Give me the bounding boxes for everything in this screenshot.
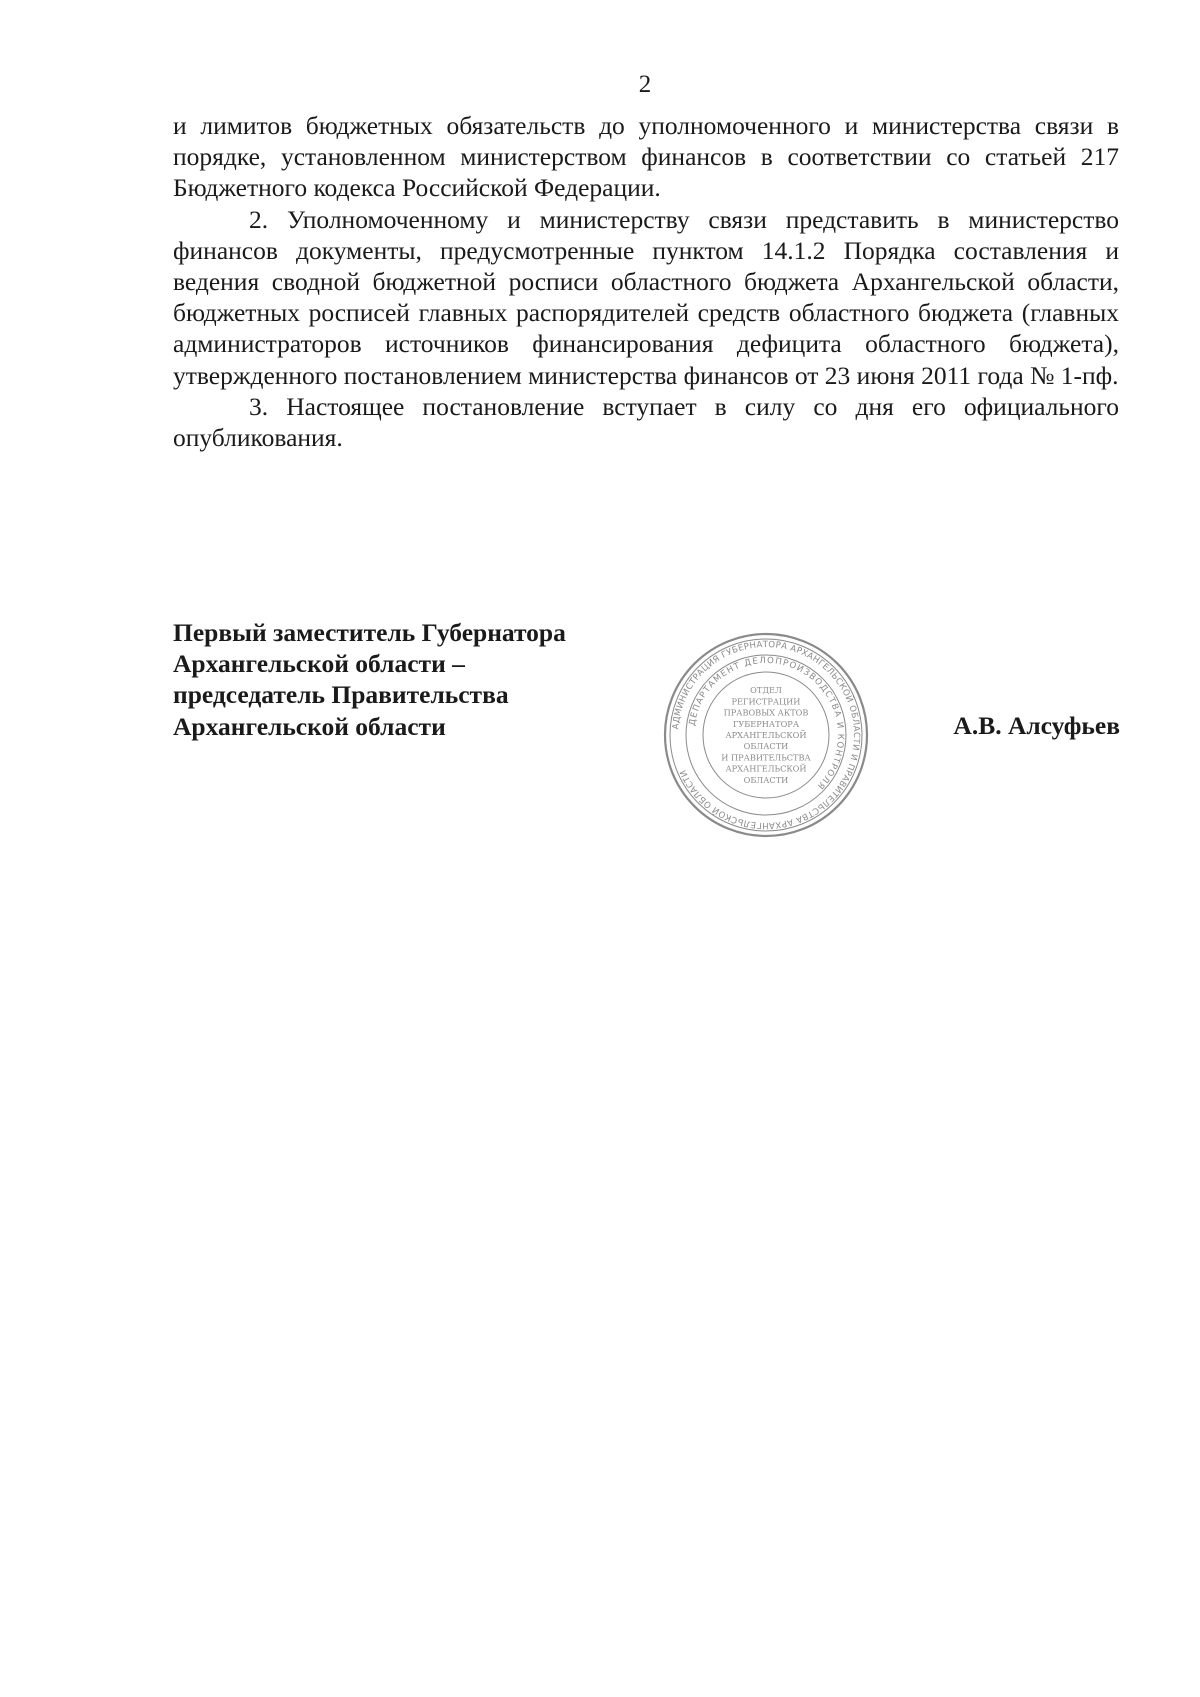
seal-center-line: И ПРАВИТЕЛЬСТВА xyxy=(721,752,811,763)
paragraph-continuation: и лимитов бюджетных обязательств до уполномоченного и министерства связи в порядке, установленном министерством финансов в соответствии со статьей 217 Бюджетного кодекса Российской Федерации. xyxy=(173,111,1119,203)
seal-center-line: ОБЛАСТИ xyxy=(743,774,789,785)
seal-outer-text: АДМИНИСТРАЦИЯ ГУБЕРНАТОРА АРХАНГЕЛЬСКОЙ ОБЛАСТИ И ПРАВИТЕЛЬСТВА АРХАНГЕЛЬСКОЙ ОБЛАСТИ xyxy=(671,639,862,831)
seal-center-line: ОБЛАСТИ xyxy=(743,741,789,752)
page-number: 2 xyxy=(638,71,652,98)
official-seal-stamp xyxy=(661,629,871,841)
seal-center-line: ОТДЕЛ xyxy=(750,685,782,696)
signer-name: А.В. Алсуфьев xyxy=(953,711,1120,740)
signer-title-line: Архангельской области xyxy=(173,711,446,741)
paragraph-item-3: 3. Настоящее постановление вступает в силу со дня его официального опубликования. xyxy=(173,391,1119,453)
paragraph-item-2: 2. Уполномоченному и министерству связи представить в министерство финансов документы, предусмотренные пунктом 14.1.2 Порядка составления и ведения сводной бюджетной росписи областного бюджета Архангельской области, бюджетных росписей главных распорядителей средств областного бюджета (главных администраторов источников финансирования дефицита областного бюджета), утвержденного постановлением министерства финансов от 23 июня 2011 года № 1-пф. xyxy=(173,204,1119,390)
document-body xyxy=(173,110,1119,453)
seal-center-line: РЕГИСТРАЦИИ xyxy=(731,696,801,707)
seal-center-line: ГУБЕРНАТОРА xyxy=(732,718,800,729)
seal-graphic xyxy=(661,629,871,841)
signer-title-line: председатель Правительства xyxy=(173,680,509,710)
signer-title-line: Архангельской области – xyxy=(173,649,465,679)
signer-title xyxy=(173,617,566,742)
seal-center-line: АРХАНГЕЛЬСКОЙ xyxy=(725,763,807,774)
signer-title-line: Первый заместитель Губернатора xyxy=(173,618,566,647)
seal-center-line: АРХАНГЕЛЬСКОЙ xyxy=(725,730,807,740)
seal-inner-text: ДЕПАРТАМЕНТ ДЕЛОПРОИЗВОДСТВА И КОНТРОЛЯ xyxy=(687,655,846,792)
seal-center-line: ПРАВОВЫХ АКТОВ xyxy=(723,707,809,718)
